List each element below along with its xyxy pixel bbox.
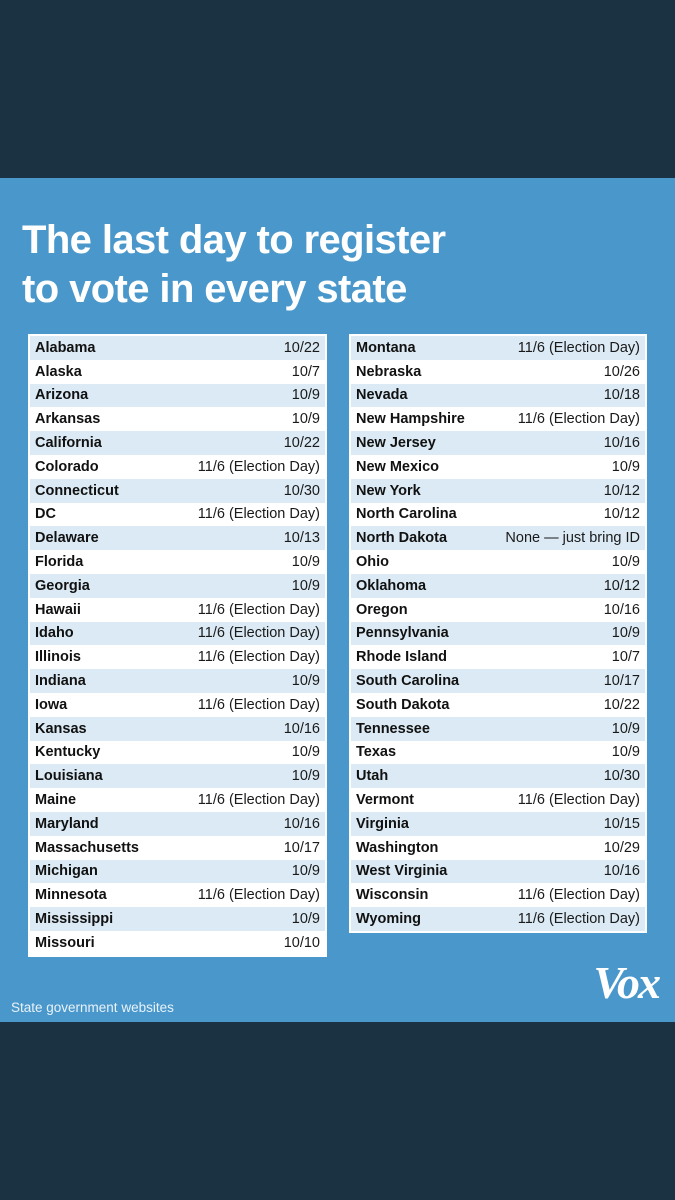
table-row <box>30 788 325 812</box>
state-name: Alaska <box>35 363 82 380</box>
state-name: New Jersey <box>356 435 436 452</box>
state-name: Massachusetts <box>35 839 139 856</box>
table-row <box>351 384 645 408</box>
state-name: Texas <box>356 744 397 761</box>
state-name: Wyoming <box>356 911 421 928</box>
table-row <box>30 764 325 788</box>
registration-table-right <box>349 334 647 933</box>
state-name: New Mexico <box>356 458 439 475</box>
table-row <box>30 717 325 741</box>
table-row <box>30 598 325 622</box>
state-name: Alabama <box>35 339 96 356</box>
registration-deadline: 10/9 <box>291 673 320 690</box>
state-name: Ohio <box>356 554 390 571</box>
registration-deadline: 10/22 <box>603 696 640 713</box>
table-row <box>351 907 645 931</box>
table-row <box>351 526 645 550</box>
table-row <box>30 669 325 693</box>
table-row <box>30 907 325 931</box>
table-row <box>30 645 325 669</box>
table-row <box>351 788 645 812</box>
table-row <box>351 812 645 836</box>
registration-deadline: 10/9 <box>291 387 320 404</box>
state-name: Florida <box>35 554 84 571</box>
table-row <box>351 693 645 717</box>
state-name: Utah <box>356 768 389 785</box>
registration-deadline: 10/10 <box>283 934 320 951</box>
registration-deadline: 10/9 <box>291 554 320 571</box>
state-name: Louisiana <box>35 768 103 785</box>
state-name: Pennsylvania <box>356 625 449 642</box>
registration-deadline: 11/6 (Election Day) <box>197 887 320 904</box>
table-row <box>351 764 645 788</box>
registration-deadline: 10/9 <box>291 768 320 785</box>
registration-deadline: 11/6 (Election Day) <box>197 696 320 713</box>
table-row <box>30 479 325 503</box>
table-row <box>30 693 325 717</box>
registration-deadline: 10/30 <box>283 482 320 499</box>
table-row <box>351 479 645 503</box>
registration-deadline: 10/17 <box>603 673 640 690</box>
title-line-1: The last day to register <box>22 218 446 262</box>
registration-deadline: 10/16 <box>603 435 640 452</box>
state-name: Iowa <box>35 696 68 713</box>
table-row <box>351 360 645 384</box>
state-name: North Dakota <box>356 530 448 547</box>
registration-deadline: 10/9 <box>291 744 320 761</box>
state-name: South Carolina <box>356 673 460 690</box>
state-name: Oregon <box>356 601 408 618</box>
title-line-2: to vote in every state <box>22 267 407 311</box>
registration-deadline: 10/9 <box>611 744 640 761</box>
table-row <box>30 407 325 431</box>
table-row <box>30 622 325 646</box>
state-name: Idaho <box>35 625 74 642</box>
table-row <box>30 526 325 550</box>
registration-deadline: 10/30 <box>603 768 640 785</box>
state-name: Hawaii <box>35 601 81 618</box>
state-name: Virginia <box>356 815 409 832</box>
state-name: Wisconsin <box>356 887 429 904</box>
table-row <box>351 645 645 669</box>
state-name: Vermont <box>356 792 415 809</box>
state-name: New York <box>356 482 421 499</box>
state-name: Rhode Island <box>356 649 448 666</box>
registration-deadline: 10/16 <box>603 863 640 880</box>
state-name: West Virginia <box>356 863 448 880</box>
registration-deadline: 10/9 <box>291 911 320 928</box>
table-row <box>351 836 645 860</box>
table-row <box>351 455 645 479</box>
registration-deadline: 10/26 <box>603 363 640 380</box>
registration-deadline: 10/9 <box>291 411 320 428</box>
infographic-card <box>0 178 675 1022</box>
vox-logo: Vox <box>593 957 659 1008</box>
registration-deadline: 10/16 <box>603 601 640 618</box>
state-name: Maine <box>35 792 77 809</box>
table-row <box>351 669 645 693</box>
page-title <box>22 216 446 314</box>
registration-deadline: 11/6 (Election Day) <box>517 792 640 809</box>
state-name: North Carolina <box>356 506 457 523</box>
registration-deadline: 11/6 (Election Day) <box>517 887 640 904</box>
state-name: Indiana <box>35 673 86 690</box>
registration-deadline: 10/7 <box>291 363 320 380</box>
state-name: Colorado <box>35 458 99 475</box>
registration-deadline: 10/13 <box>283 530 320 547</box>
registration-deadline: 11/6 (Election Day) <box>197 792 320 809</box>
table-row <box>30 550 325 574</box>
table-row <box>351 717 645 741</box>
state-name: Michigan <box>35 863 98 880</box>
state-name: South Dakota <box>356 696 450 713</box>
registration-deadline: 10/16 <box>283 720 320 737</box>
table-row <box>30 812 325 836</box>
registration-deadline: None — just bring ID <box>505 530 640 547</box>
table-row <box>30 836 325 860</box>
table-row <box>30 431 325 455</box>
table-row <box>30 860 325 884</box>
state-name: Missouri <box>35 934 95 951</box>
registration-deadline: 10/15 <box>603 815 640 832</box>
table-row <box>30 931 325 955</box>
registration-deadline: 10/9 <box>611 458 640 475</box>
registration-deadline: 10/9 <box>611 625 640 642</box>
registration-deadline: 10/22 <box>283 339 320 356</box>
table-row <box>30 455 325 479</box>
registration-deadline: 11/6 (Election Day) <box>517 339 640 356</box>
registration-deadline: 10/16 <box>283 815 320 832</box>
table-row <box>351 431 645 455</box>
registration-deadline: 10/22 <box>283 435 320 452</box>
registration-deadline: 10/9 <box>291 577 320 594</box>
state-name: Delaware <box>35 530 99 547</box>
state-name: Maryland <box>35 815 99 832</box>
table-row <box>30 360 325 384</box>
registration-deadline: 11/6 (Election Day) <box>197 625 320 642</box>
table-row <box>30 574 325 598</box>
table-row <box>351 741 645 765</box>
table-row <box>351 503 645 527</box>
table-row <box>30 384 325 408</box>
registration-deadline: 10/12 <box>603 577 640 594</box>
state-name: Arizona <box>35 387 89 404</box>
registration-deadline: 11/6 (Election Day) <box>197 458 320 475</box>
registration-table-left <box>28 334 327 957</box>
state-name: California <box>35 435 102 452</box>
table-row <box>30 503 325 527</box>
registration-deadline: 10/18 <box>603 387 640 404</box>
table-row <box>351 574 645 598</box>
state-name: Arkansas <box>35 411 101 428</box>
registration-deadline: 10/12 <box>603 482 640 499</box>
registration-deadline: 10/9 <box>611 720 640 737</box>
table-row <box>351 598 645 622</box>
state-name: Washington <box>356 839 439 856</box>
table-row <box>30 741 325 765</box>
state-name: Montana <box>356 339 416 356</box>
state-name: DC <box>35 506 56 523</box>
registration-deadline: 10/9 <box>291 863 320 880</box>
registration-deadline: 11/6 (Election Day) <box>197 649 320 666</box>
state-name: Minnesota <box>35 887 107 904</box>
registration-deadline: 10/29 <box>603 839 640 856</box>
state-name: Oklahoma <box>356 577 427 594</box>
table-row <box>351 550 645 574</box>
table-row <box>30 883 325 907</box>
table-row <box>351 336 645 360</box>
table-row <box>351 883 645 907</box>
table-row <box>351 622 645 646</box>
registration-deadline: 10/7 <box>611 649 640 666</box>
registration-deadline: 10/9 <box>611 554 640 571</box>
state-name: Nevada <box>356 387 408 404</box>
table-row <box>30 336 325 360</box>
state-name: Kansas <box>35 720 87 737</box>
state-name: Connecticut <box>35 482 119 499</box>
state-name: New Hampshire <box>356 411 465 428</box>
state-name: Nebraska <box>356 363 422 380</box>
state-name: Kentucky <box>35 744 101 761</box>
registration-deadline: 11/6 (Election Day) <box>517 411 640 428</box>
source-credit: State government websites <box>11 1000 174 1015</box>
registration-deadline: 11/6 (Election Day) <box>197 601 320 618</box>
table-row <box>351 860 645 884</box>
registration-deadline: 11/6 (Election Day) <box>517 911 640 928</box>
state-name: Tennessee <box>356 720 430 737</box>
registration-deadline: 10/17 <box>283 839 320 856</box>
state-name: Georgia <box>35 577 90 594</box>
registration-deadline: 11/6 (Election Day) <box>197 506 320 523</box>
state-name: Mississippi <box>35 911 114 928</box>
table-row <box>351 407 645 431</box>
registration-deadline: 10/12 <box>603 506 640 523</box>
state-name: Illinois <box>35 649 81 666</box>
